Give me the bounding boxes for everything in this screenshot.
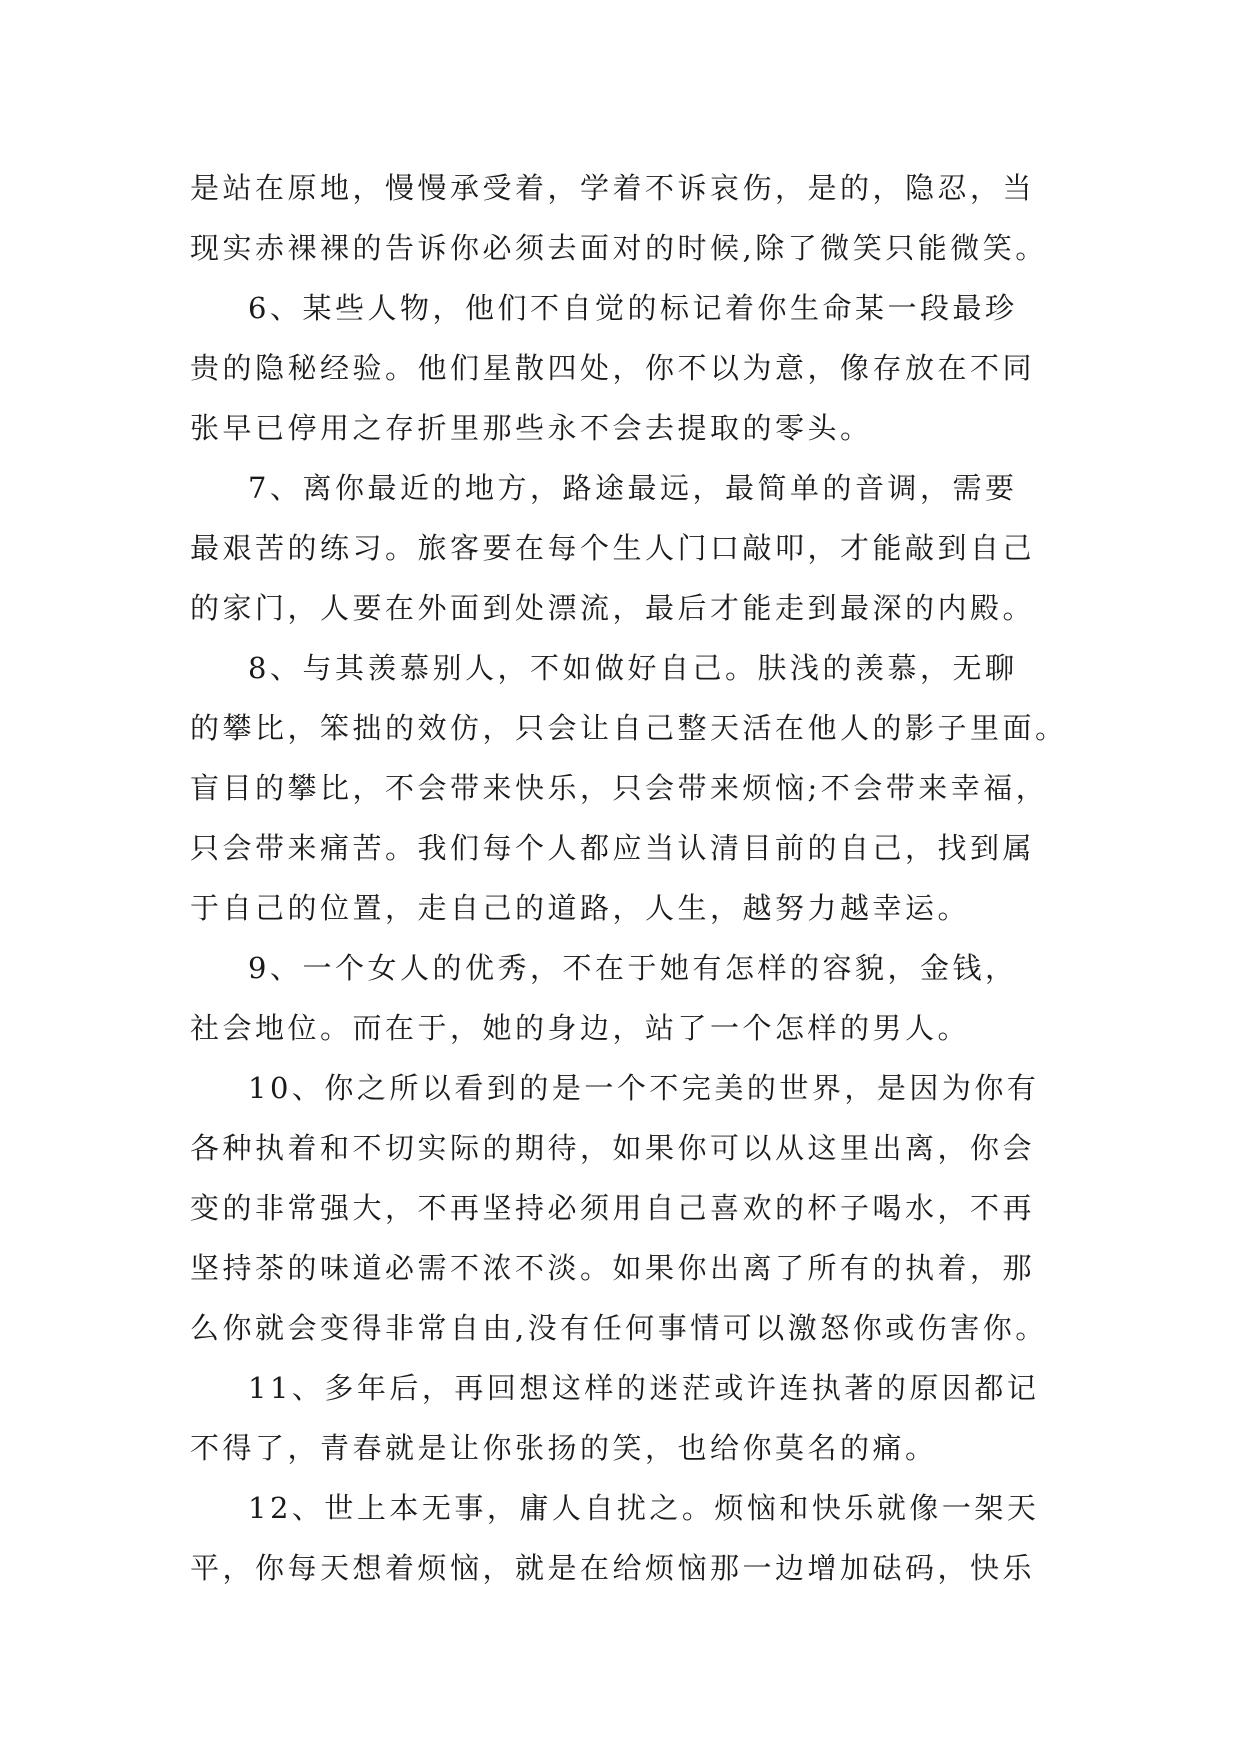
paragraph-11-start: 11、多年后，再回想这样的迷茫或许连执著的原因都记 [248,1371,1040,1405]
text-line: 社会地位。而在于，她的身边，站了一个怎样的男人。 [190,1011,971,1045]
text-line: 的攀比，笨拙的效仿，只会让自己整天活在他人的影子里面。 [190,711,1068,745]
text-line: 最艰苦的练习。旅客要在每个生人门口敲叩，才能敲到自己 [190,531,1036,565]
text-line: 平，你每天想着烦恼，就是在给烦恼那一边增加砝码，快乐 [190,1551,1036,1585]
text-line: 不得了，青春就是让你张扬的笑，也给你莫名的痛。 [190,1431,938,1465]
text-line: 变的非常强大，不再坚持必须用自己喜欢的杯子喝水，不再 [190,1191,1036,1225]
text-line: 只会带来痛苦。我们每个人都应当认清目前的自己，找到属 [190,831,1036,865]
text-line: 贵的隐秘经验。他们星散四处，你不以为意，像存放在不同 [190,351,1036,385]
text-line: 张早已停用之存折里那些永不会去提取的零头。 [190,411,873,445]
paragraph-10-start: 10、你之所以看到的是一个不完美的世界，是因为你有 [248,1071,1040,1105]
text-line: 坚持茶的味道必需不浓不淡。如果你出离了所有的执着，那 [190,1251,1036,1285]
text-line: 现实赤裸裸的告诉你必须去面对的时候,除了微笑只能微笑。 [190,231,1048,265]
paragraph-6-start: 6、某些人物，他们不自觉的标记着你生命某一段最珍 [248,291,1018,325]
paragraph-7-start: 7、离你最近的地方，路途最远，最简单的音调，需要 [248,471,1018,505]
document-body [190,158,1070,1598]
text-line: 是站在原地，慢慢承受着，学着不诉哀伤，是的，隐忍，当 [190,171,1036,205]
paragraph-12-start: 12、世上本无事，庸人自扰之。烦恼和快乐就像一架天 [248,1491,1040,1525]
text-line: 于自己的位置，走自己的道路，人生，越努力越幸运。 [190,891,971,925]
text-line: 盲目的攀比，不会带来快乐，只会带来烦恼;不会带来幸福， [190,771,1049,805]
paragraph-9-start: 9、一个女人的优秀，不在于她有怎样的容貌，金钱， [248,951,1018,985]
text-line: 么你就会变得非常自由,没有任何事情可以激怒你或伤害你。 [190,1311,1048,1345]
paragraph-8-start: 8、与其羡慕别人，不如做好自己。肤浅的羡慕，无聊 [248,651,1018,685]
text-line: 的家门，人要在外面到处漂流，最后才能走到最深的内殿。 [190,591,1036,625]
text-line: 各种执着和不切实际的期待，如果你可以从这里出离，你会 [190,1131,1036,1165]
